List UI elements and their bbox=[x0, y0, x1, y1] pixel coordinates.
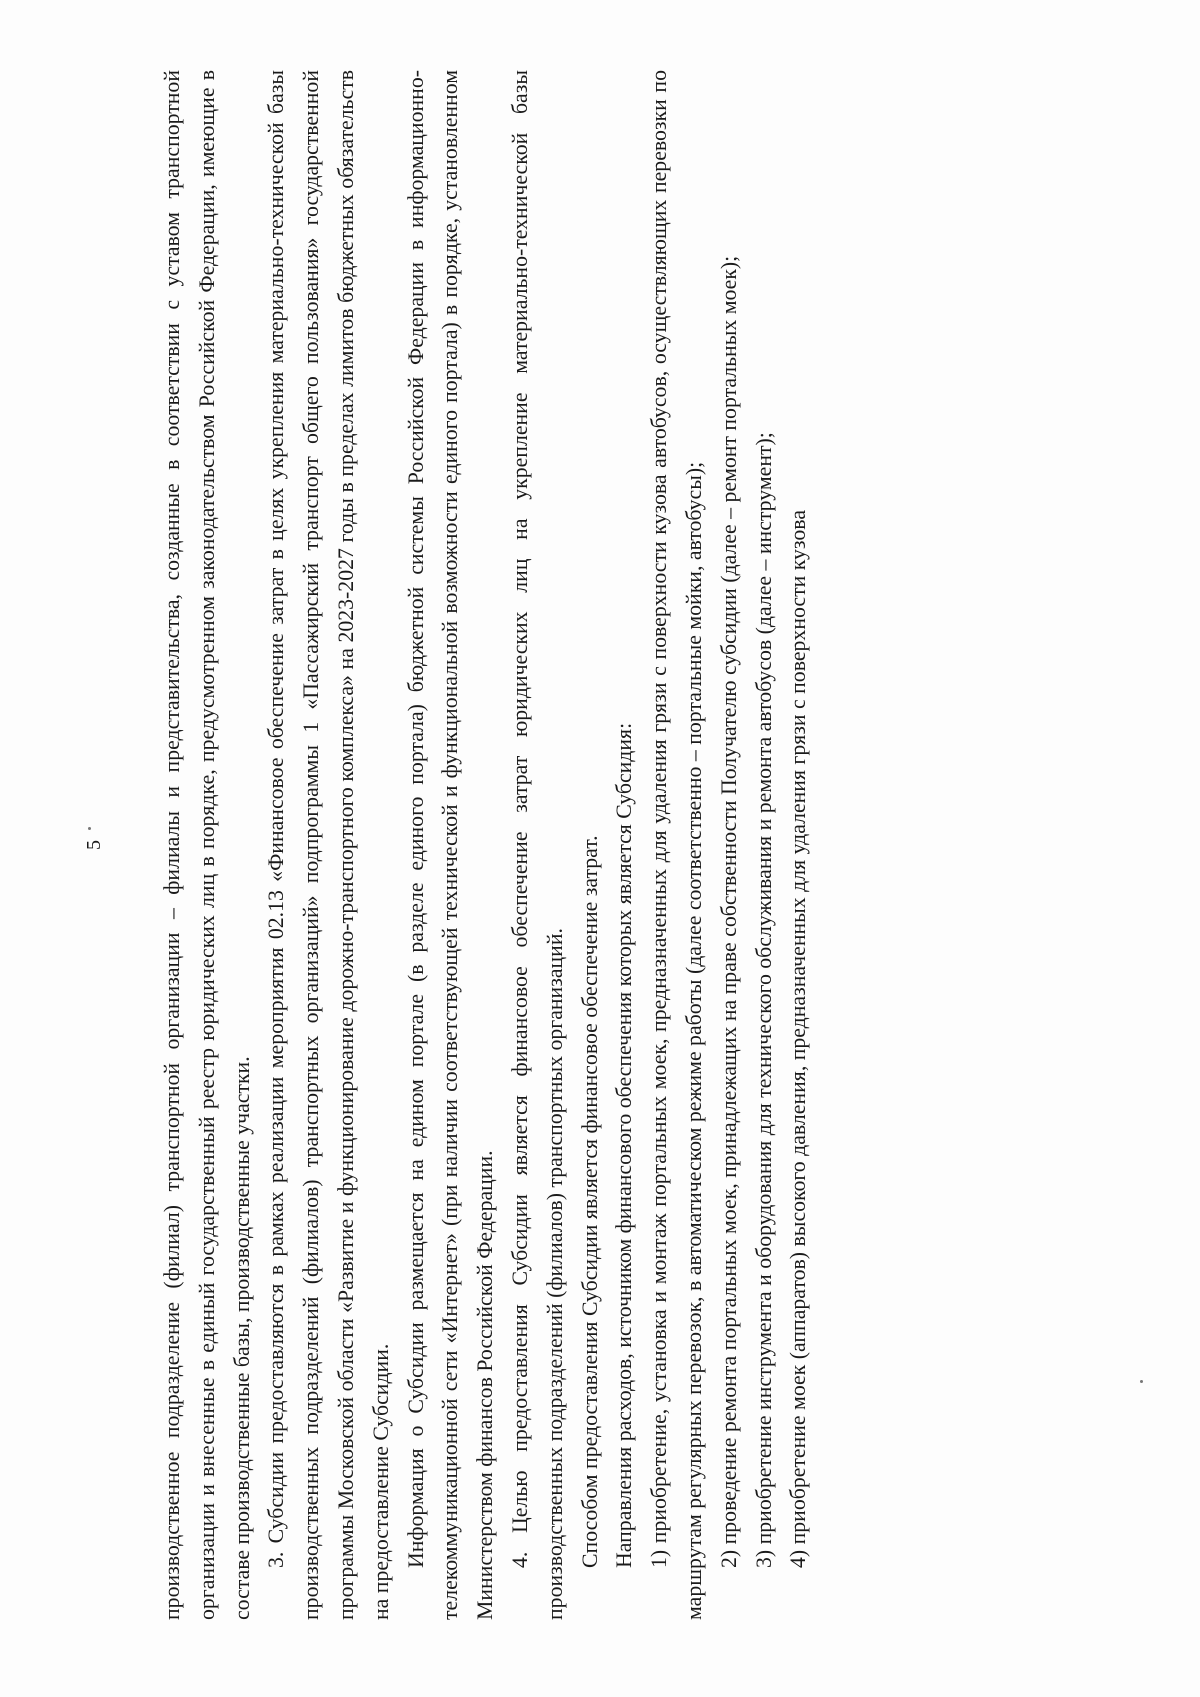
paragraph: Способом предоставления Субсидии является финансовое обеспечение затрат. bbox=[577, 835, 602, 1568]
page-number: 5 bbox=[83, 840, 105, 850]
rotated-text-block bbox=[83, 70, 1095, 1620]
document-body bbox=[155, 70, 1095, 1620]
paragraph: 4. Целью предоставления Субсидии является финансовое обеспечение затрат юридических лиц на укрепление материально-технической базы производственных подразделений (филиалов) транспортных организаций. bbox=[507, 70, 567, 1620]
paragraph: 4) приобретение моек (аппаратов) высокого давления, предназначенных для удаления грязи с поверхности кузова bbox=[786, 510, 811, 1568]
paragraph: 1) приобретение, установка и монтаж портальных моек, предназначенных для удаления грязи с поверхности кузова автобусов, осуществляющих перевозки по маршрутам регулярных перевозок, в автоматическом режиме работы (далее соответственно – портальные мойки, автобусы); bbox=[647, 70, 706, 1620]
paragraph: Направления расходов, источником финансового обеспечения которых является Субсидия: bbox=[612, 722, 637, 1568]
paragraph: 2) проведение ремонта портальных моек, принадлежащих на праве собственности Получателю субсидии (далее – ремонт портальных моек); bbox=[716, 255, 741, 1568]
paragraph: 3) приобретение инструмента и оборудования для технического обслуживания и ремонта автобусов (далее – инструмент); bbox=[751, 432, 776, 1568]
paragraph: производственное подразделение (филиал) транспортной организации – филиалы и представительства, созданные в соответствии с уставом транспортной организации и внесенные в единый государственный реестр юридических лиц в порядке, предусмотренном законодательством Российской Федерации, имеющие в составе производственные базы, производственные участки. bbox=[160, 70, 254, 1620]
scan-speck bbox=[1140, 1380, 1143, 1383]
paragraph: 3. Субсидии предоставляются в рамках реализации мероприятия 02.13 «Финансовое обеспечение затрат в целях укрепления материально-технической базы производственных подразделений (филиалов) транспортных организаций» подпрограммы 1 «Пассажирский транспорт общего пользования» государственной программы Московской области «Развитие и функционирование дорожно-транспортного комплекса» на 2023-2027 годы в пределах лимитов бюджетных обязательств на предоставление Субсидии. bbox=[264, 70, 393, 1620]
paragraph: Информация о Субсидии размещается на едином портале (в разделе единого портала) бюджетной системы Российской Федерации в информационно-телекоммуникационной сети «Интернет» (при наличии соответствующей технической и функциональной возможности единого портала) в порядке, установленном Министерством финансов Российской Федерации. bbox=[403, 70, 498, 1620]
